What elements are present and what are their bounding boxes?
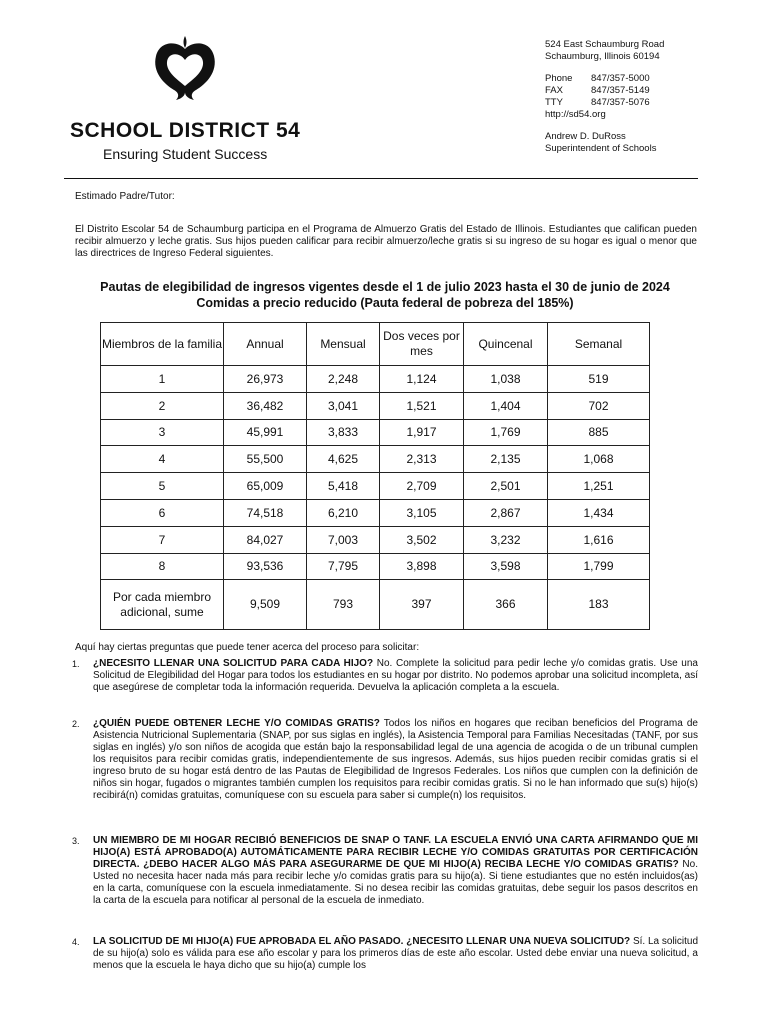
table-cell: 519	[548, 366, 650, 393]
table-cell: 8	[101, 553, 224, 580]
table-cell: 2	[101, 392, 224, 419]
table-cell: 1	[101, 366, 224, 393]
table-cell: 65,009	[224, 473, 307, 500]
qa-answer: Sí. La solicitud de su hijo(a) solo es válida para ese año escolar y para los primeros días de este año escolar. Usted debe enviar una nueva solicitud, a menos que la escuela le haya dicho que su hijo(a) cumple los	[93, 936, 699, 971]
table-row	[101, 392, 650, 419]
table-row	[101, 473, 650, 500]
column-header: Quincenal	[464, 323, 548, 366]
table-header-row	[101, 323, 650, 366]
table-cell: 2,135	[464, 446, 548, 473]
table-row	[101, 526, 650, 553]
table-subtitle-line: Comidas a precio reducido (Pauta federal de pobreza del 185%)	[196, 296, 574, 310]
apple-heart-logo-icon	[150, 32, 220, 104]
qa-item	[72, 835, 698, 907]
table-cell: 885	[548, 419, 650, 446]
table-cell: 397	[380, 580, 464, 630]
qa-item	[72, 658, 698, 694]
table-cell: 1,799	[548, 553, 650, 580]
table-cell: 3,041	[307, 392, 380, 419]
table-cell: 5,418	[307, 473, 380, 500]
tty-row	[545, 97, 664, 109]
table-cell: 3,898	[380, 553, 464, 580]
table-row	[101, 580, 650, 630]
table-cell: 45,991	[224, 419, 307, 446]
table-cell: 1,251	[548, 473, 650, 500]
qa-question: ¿QUIÉN PUEDE OBTENER LECHE Y/O COMIDAS GRATIS?	[93, 718, 380, 729]
table-cell: 1,434	[548, 499, 650, 526]
address-line: 524 East Schaumburg Road	[545, 39, 665, 50]
table-cell: 6	[101, 499, 224, 526]
tty-label: TTY	[545, 97, 563, 108]
income-guidelines-table	[100, 322, 650, 630]
qa-intro: Aquí hay ciertas preguntas que puede tener acerca del proceso para solicitar:	[75, 642, 420, 653]
table-cell: 4,625	[307, 446, 380, 473]
table-cell: 55,500	[224, 446, 307, 473]
table-cell: 183	[548, 580, 650, 630]
phone-number: 847/357-5000	[591, 73, 650, 84]
table-row	[101, 553, 650, 580]
contact-block	[545, 39, 664, 155]
qa-number: 1.	[72, 659, 80, 669]
district-logo	[150, 32, 220, 104]
table-cell: 7	[101, 526, 224, 553]
table-row	[101, 499, 650, 526]
qa-answer: No. Usted no necesita hacer nada más para recibir leche y/o comidas gratis para su hijo(a). Si tiene estudiantes que no estén incluidos(as) en la carta, comuníquese con la escuela inmediatamente. Si no desea recibir las comidas gratuitas, debe seguir los pasos descritos en la carta de la escuela para notificar al personal de la escuela de inmediato.	[93, 859, 698, 906]
table-cell: 1,038	[464, 366, 548, 393]
qa-number: 2.	[72, 719, 80, 729]
qa-answer: No. Complete la solicitud para pedir leche y/o comidas gratis. Use una Solicitud de Elegibilidad del Hogar para todos los estudiantes en su hogar por distrito. No podemos aprobar una solicitud incompleta, así que asegúrese de completar toda la información requerida. Devuelva la aplicación completa a la escuela.	[93, 658, 698, 693]
superintendent-title: Superintendent of Schools	[545, 143, 657, 154]
table-cell: 1,404	[464, 392, 548, 419]
table-cell: 4	[101, 446, 224, 473]
table-row	[101, 446, 650, 473]
district-tagline: Ensuring Student Success	[103, 146, 268, 162]
table-title-line: Pautas de elegibilidad de ingresos vigentes desde el 1 de julio 2023 hasta el 30 de junio de 2024	[100, 280, 670, 294]
table-cell: 7,003	[307, 526, 380, 553]
column-header: Annual	[224, 323, 307, 366]
table-cell: 93,536	[224, 553, 307, 580]
website-link[interactable]: http://sd54.org	[545, 109, 606, 120]
table-cell: 2,867	[464, 499, 548, 526]
qa-number: 4.	[72, 937, 80, 947]
table-cell: 1,521	[380, 392, 464, 419]
tty-number: 847/357-5076	[591, 97, 650, 108]
phone-label: Phone	[545, 73, 573, 84]
qa-item	[72, 936, 698, 972]
table-cell: 366	[464, 580, 548, 630]
table-cell: 3	[101, 419, 224, 446]
fax-row	[545, 85, 664, 97]
intro-paragraph: El Distrito Escolar 54 de Schaumburg participa en el Programa de Almuerzo Gratis del Estado de Illinois. Estudiantes que califican pueden recibir almuerzo y leche gratis. Sus hijos pueden calificar para recibir almuerzo/leche gratis si su ingreso de su hogar es igual o menor que las directrices de Ingreso Federal siguientes.	[75, 224, 697, 259]
column-header: Miembros de la familia	[101, 323, 224, 366]
qa-number: 3.	[72, 836, 80, 846]
address-line: Schaumburg, Illinois 60194	[545, 51, 660, 62]
table-row	[101, 366, 650, 393]
table-cell: 2,313	[380, 446, 464, 473]
table-cell: 5	[101, 473, 224, 500]
fax-label: FAX	[545, 85, 563, 96]
column-header: Dos veces por mes	[380, 323, 464, 366]
column-header: Semanal	[548, 323, 650, 366]
table-cell: 1,616	[548, 526, 650, 553]
qa-question: LA SOLICITUD DE MI HIJO(A) FUE APROBADA EL AÑO PASADO. ¿NECESITO LLENAR UNA NUEVA SOLICITUD?	[93, 936, 631, 947]
table-cell: 1,124	[380, 366, 464, 393]
table-cell: 36,482	[224, 392, 307, 419]
table-cell: 2,709	[380, 473, 464, 500]
table-cell: 1,769	[464, 419, 548, 446]
qa-answer: Todos los niños en hogares que reciban beneficios del Programa de Asistencia Nutricional Suplementaria (SNAP, por sus siglas en inglés), la Asistencia Temporal para Familias Necesitadas (TANF, por sus siglas en inglés) y/o son niños de acogida que están bajo la responsabilidad legal de una agencia de acogida o de un tribunal cumplen los requisitos para recibir comidas gratis, independientemente de sus ingresos. Además, sus hijos pueden recibir comidas gratis si el ingreso bruto de su hogar está dentro de las Pautas de Elegibilidad de Ingresos Federales. Los niños que cumplen con la definición de niños sin hogar, fugados o migrantes también cumplen los requisitos para recibir comidas gratis. Si no le han informado que su(s) hijo(s) recibirá(n) comidas gratuitas, comuníquese con su escuela para saber si cumple(n) los requisitos.	[93, 718, 698, 801]
header-divider	[64, 178, 698, 179]
table-cell: Por cada miembro adicional, sume	[101, 580, 224, 630]
qa-question: UN MIEMBRO DE MI HOGAR RECIBIÓ BENEFICIOS DE SNAP O TANF. LA ESCUELA ENVIÓ UNA CARTA AFIRMANDO QUE MI HIJO(A) ESTÁ APROBADO(A) AUTOMÁTICAMENTE PARA RECIBIR LECHE Y/O COMIDAS GRATUITAS POR CERTIFICACIÓN DIRECTA. ¿DEBO HACER ALGO MÁS PARA ASEGURARME DE QUE MI HIJO(A) RECIBA LECHE Y/O COMIDAS GRATIS?	[93, 835, 698, 870]
table-cell: 2,248	[307, 366, 380, 393]
superintendent-name: Andrew D. DuRoss	[545, 131, 626, 142]
district-name: SCHOOL DISTRICT 54	[70, 119, 301, 142]
qa-item	[72, 718, 698, 802]
column-header: Mensual	[307, 323, 380, 366]
table-cell: 84,027	[224, 526, 307, 553]
salutation: Estimado Padre/Tutor:	[75, 191, 175, 202]
table-cell: 3,598	[464, 553, 548, 580]
table-cell: 26,973	[224, 366, 307, 393]
table-row	[101, 419, 650, 446]
table-cell: 793	[307, 580, 380, 630]
table-cell: 1,068	[548, 446, 650, 473]
table-cell: 74,518	[224, 499, 307, 526]
table-cell: 702	[548, 392, 650, 419]
table-cell: 6,210	[307, 499, 380, 526]
table-cell: 9,509	[224, 580, 307, 630]
table-cell: 3,105	[380, 499, 464, 526]
phone-row	[545, 73, 664, 85]
qa-question: ¿NECESITO LLENAR UNA SOLICITUD PARA CADA HIJO?	[93, 658, 374, 669]
table-cell: 1,917	[380, 419, 464, 446]
fax-number: 847/357-5149	[591, 85, 650, 96]
table-cell: 2,501	[464, 473, 548, 500]
table-cell: 3,502	[380, 526, 464, 553]
table-cell: 3,232	[464, 526, 548, 553]
table-cell: 7,795	[307, 553, 380, 580]
table-title	[60, 279, 710, 311]
table-cell: 3,833	[307, 419, 380, 446]
